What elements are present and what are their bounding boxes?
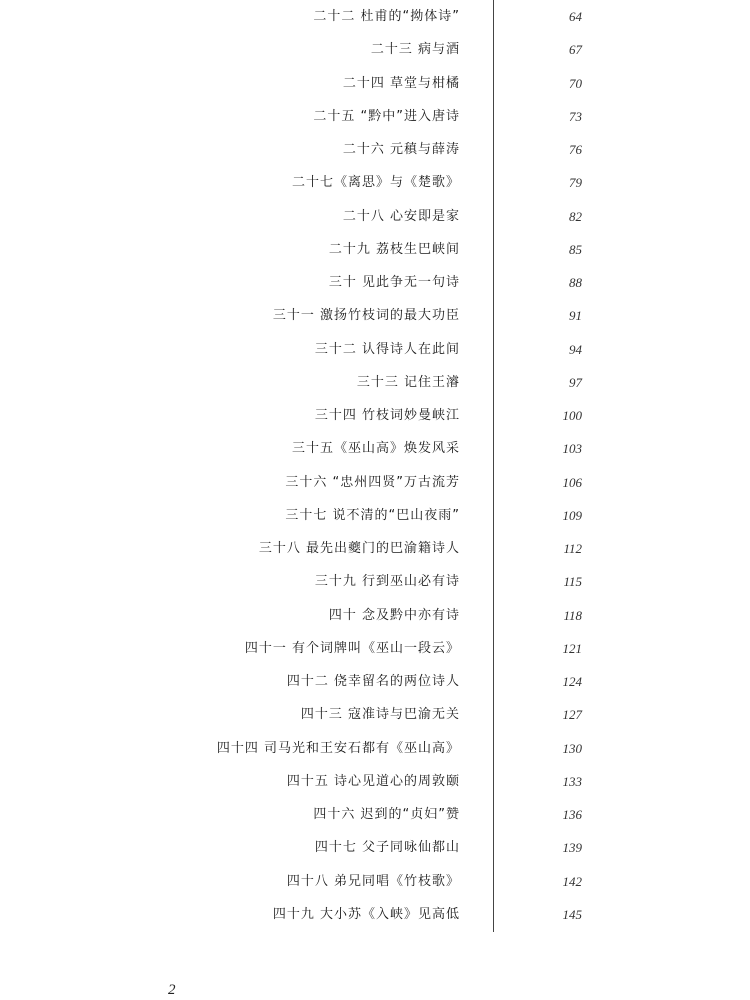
toc-entry-title: 二十五 “黔中”进入唐诗 xyxy=(313,108,460,124)
toc-entry-page: 109 xyxy=(562,507,582,523)
toc-entry-page: 73 xyxy=(569,108,582,124)
toc-entry-title: 三十一 激扬竹枝词的最大功臣 xyxy=(272,308,460,324)
toc-entry[interactable] xyxy=(0,865,750,898)
toc-entry-title: 四十 念及黔中亦有诗 xyxy=(328,607,460,623)
toc-entry-title: 二十四 草堂与柑橘 xyxy=(342,75,460,91)
toc-entry[interactable] xyxy=(0,698,750,731)
toc-entry-page: 133 xyxy=(562,773,582,789)
toc-entry[interactable] xyxy=(0,0,750,33)
toc-entry-title: 三十二 认得诗人在此间 xyxy=(314,341,460,357)
toc-entry[interactable] xyxy=(0,33,750,66)
toc-entry-page: 100 xyxy=(562,408,582,423)
toc-entry-page: 121 xyxy=(562,640,582,656)
toc-entry-page: 97 xyxy=(569,374,582,390)
toc-entry[interactable] xyxy=(0,166,750,199)
toc-entry[interactable] xyxy=(0,399,750,432)
toc-entry[interactable] xyxy=(0,266,750,299)
toc-entry-page: 70 xyxy=(569,75,582,91)
toc-entry[interactable] xyxy=(0,798,750,831)
toc-entry-title: 二十二 杜甫的“拗体诗” xyxy=(313,9,460,24)
toc-entry[interactable] xyxy=(0,831,750,864)
toc-entry-title: 四十二 侥幸留名的两位诗人 xyxy=(286,674,460,689)
toc-entry-page: 115 xyxy=(563,574,582,590)
toc-entry-title: 三十 见此争无一句诗 xyxy=(328,275,460,290)
toc-entry-page: 67 xyxy=(569,42,582,58)
toc-entry-page: 94 xyxy=(569,341,582,357)
toc-entry-title: 二十九 荔枝生巴峡间 xyxy=(328,241,460,257)
toc-entry[interactable] xyxy=(0,532,750,565)
toc-entry[interactable] xyxy=(0,599,750,632)
toc-entry-page: 91 xyxy=(569,308,582,324)
toc-entry-page: 76 xyxy=(569,142,582,157)
toc-entry-page: 103 xyxy=(562,441,582,457)
toc-entry[interactable] xyxy=(0,432,750,465)
toc-entry[interactable] xyxy=(0,100,750,133)
page-number: 2 xyxy=(168,982,176,998)
toc-entry[interactable] xyxy=(0,665,750,698)
toc-entry-title: 二十六 元稹与薛涛 xyxy=(342,142,460,157)
toc-entry-page: 82 xyxy=(569,208,582,224)
toc-entry[interactable] xyxy=(0,299,750,332)
toc-entry[interactable] xyxy=(0,632,750,665)
toc-entry-title: 三十四 竹枝词妙曼峡江 xyxy=(314,408,460,423)
toc-entry-page: 127 xyxy=(562,707,582,723)
toc-entry[interactable] xyxy=(0,565,750,598)
toc-entry-page: 106 xyxy=(562,474,582,490)
toc-entry-title: 四十三 寇准诗与巴渝无关 xyxy=(300,707,460,723)
toc-entry[interactable] xyxy=(0,133,750,166)
toc-entry-page: 64 xyxy=(569,9,582,24)
toc-entry-page: 118 xyxy=(563,607,582,623)
toc-entry-page: 145 xyxy=(562,906,582,922)
toc-entry-page: 142 xyxy=(562,873,582,889)
toc-entry-page: 124 xyxy=(562,674,582,689)
toc-entry-title: 四十四 司马光和王安石都有《巫山高》 xyxy=(216,740,460,756)
toc-entry-title: 二十八 心安即是家 xyxy=(342,208,460,224)
toc-entry-title: 三十三 记住王濬 xyxy=(356,374,460,390)
toc-entry-title: 四十五 诗心见道心的周敦颐 xyxy=(286,773,460,789)
toc-entry[interactable] xyxy=(0,732,750,765)
toc-entry[interactable] xyxy=(0,200,750,233)
toc-entry-page: 88 xyxy=(569,275,582,290)
toc-entry-page: 85 xyxy=(569,241,582,257)
toc-entry-page: 130 xyxy=(562,740,582,756)
toc-entry-title: 四十七 父子同咏仙都山 xyxy=(314,840,460,856)
toc-entry-page: 79 xyxy=(569,175,582,191)
toc-entry[interactable] xyxy=(0,333,750,366)
toc-entry-title: 二十三 病与酒 xyxy=(370,42,460,58)
toc-entry[interactable] xyxy=(0,466,750,499)
toc-entry-page: 139 xyxy=(562,840,582,856)
toc-entry-title: 四十八 弟兄同唱《竹枝歌》 xyxy=(286,873,460,889)
toc-entry-title: 三十五《巫山高》焕发风采 xyxy=(291,441,460,457)
toc-entry[interactable] xyxy=(0,233,750,266)
toc-entry-title: 四十九 大小苏《入峡》见高低 xyxy=(272,906,460,922)
toc-entry-title: 四十一 有个词牌叫《巫山一段云》 xyxy=(244,640,460,656)
toc-entry-title: 三十六 “忠州四贤”万古流芳 xyxy=(285,474,460,490)
toc-entry[interactable] xyxy=(0,366,750,399)
toc-entry-title: 四十六 迟到的“贞妇”赞 xyxy=(313,807,460,822)
toc-entry[interactable] xyxy=(0,765,750,798)
toc-entry[interactable] xyxy=(0,898,750,931)
toc-entry-title: 三十九 行到巫山必有诗 xyxy=(314,574,460,590)
toc-entry-title: 三十七 说不清的“巴山夜雨” xyxy=(285,507,460,523)
toc-entry-page: 112 xyxy=(563,541,582,556)
toc-entry[interactable] xyxy=(0,499,750,532)
toc-entry-page: 136 xyxy=(562,807,582,822)
toc-entry-title: 三十八 最先出夔门的巴渝籍诗人 xyxy=(258,541,460,556)
toc-entry[interactable] xyxy=(0,67,750,100)
toc-entry-title: 二十七《离思》与《楚歌》 xyxy=(291,175,460,191)
